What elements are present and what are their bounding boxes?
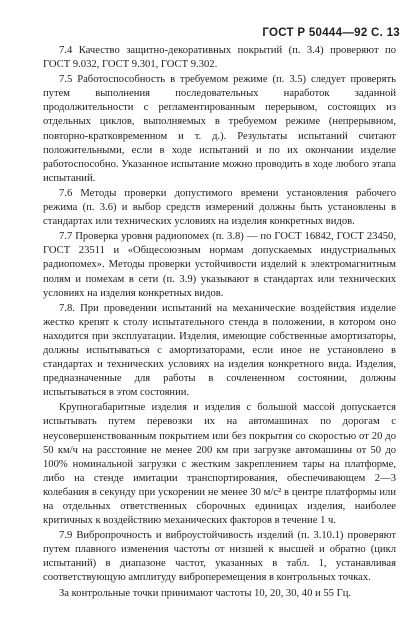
page-header: ГОСТ Р 50444—92 С. 13 [262, 27, 400, 39]
paragraph-7-7: 7.7 Проверка уровня радиопомех (п. 3.8) — по ГОСТ 16842, ГОСТ 23450, ГОСТ 23511 и «Общесоюзным нормам допускаемых индустриальных радиопомех». Методы проверки устойчивости изделий к электромагнитным полям и помехам в сети (п. 3.9) указывают в стандартах или технических условиях на изделия конкретных видов. [43, 231, 396, 299]
paragraph-7-8: 7.8. При проведении испытаний на механические воздействия изделие жестко крепят к столу испытательного стенда в положении, в котором оно находится при эксплуатации. Изделия, имеющие собственные амортизаторы, должны испытываться с амортизаторами, если иное не установлено в стандартах и технических условиях на изделия конкретного вида. Изделия, предназначенные для работы в сочлененном состоянии, должны испытываться в этом состоянии. [43, 302, 396, 399]
paragraph-7-9: 7.9 Вибропрочность и виброустойчивость изделий (п. 3.10.1) проверяют путем плавного изменения частоты от низшей к высшей и обратно (цикл испытаний) в диапазоне частот, указанных в табл. 1, устанавливая соответствующую амплитуду виброперемещения в контрольных точках. [43, 530, 396, 584]
document-body [43, 44, 396, 602]
paragraph-7-6: 7.6 Методы проверки допустимого времени установления рабочего режима (п. 3.6) и выбор средств измерений должны быть установлены в стандартах или технических условиях на изделия конкретных видов. [43, 187, 396, 228]
paragraph-control-points: За контрольные точки принимают частоты 10, 20, 30, 40 и 55 Гц. [59, 587, 352, 599]
paragraph-7-4: 7.4 Качество защитно-декоративных покрытий (п. 3.4) проверяют по ГОСТ 9.032, ГОСТ 9.301, ГОСТ 9.302. [43, 45, 396, 71]
paragraph-large-items: Крупногабаритные изделия и изделия с большой массой допускается испытывать путем перевозки их на автомашинах по дорогам с неусовершенствованным покрытием или без покрытия со скоростью от 20 до 50 км/ч на расстояние не менее 200 км при загрузке автомашины от 50 до 100% номинальной загрузки с жестким закреплением тары на платформе, либо на стенде имитации транспортирования, обеспечивающем 2—3 колебания в секунду при ускорении не менее 30 м/с² в центре платформы или на отдельных ответственных сборочных единицах изделия, наиболее критичных к воздействию механических факторов в течение 1 ч. [43, 402, 396, 527]
paragraph-7-5: 7.5 Работоспособность в требуемом режиме (п. 3.5) следует проверять путем выполнения последовательных наработок заданной продолжительности с регламентированным перерывом, состоящих из отдельных циклов, выполняемых в требуемом режиме (непрерывном, повторно-кратковременном и т. д.). Результаты испытаний считают положительными, если в ходе испытаний и по их окончании изделие работоспособно. Указанное испытание можно проводить в ходе любого этапа испытаний. [43, 74, 396, 184]
